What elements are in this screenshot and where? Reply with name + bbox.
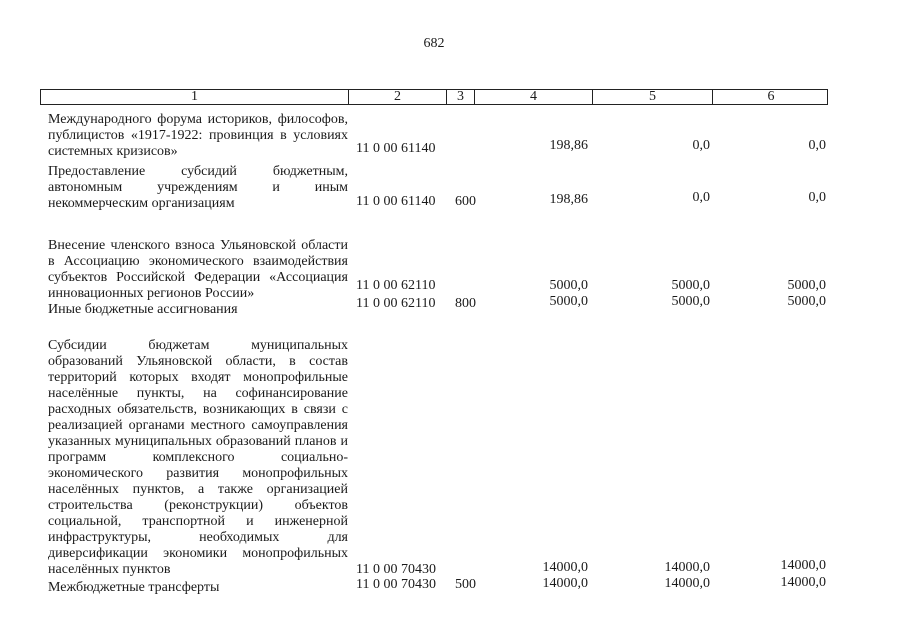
table-row — [0, 575, 868, 596]
table-row — [0, 222, 868, 302]
row-description: Предоставление субсидий бюджетным, автономным учреждениям и иным некоммерческим организациям — [48, 164, 348, 211]
row-value-col4: 14000,0 — [542, 560, 588, 575]
table-header-row — [40, 89, 828, 105]
row-code: 11 0 00 62110 — [356, 278, 436, 293]
row-code: 11 0 00 70430 — [356, 577, 436, 592]
table-row — [0, 112, 868, 160]
row-value-col5: 14000,0 — [664, 576, 710, 591]
row-description: Иные бюджетные ассигнования — [48, 302, 238, 317]
column-header-5: 5 — [592, 90, 712, 104]
row-value-col4: 5000,0 — [549, 294, 588, 309]
column-header-1: 1 — [191, 89, 198, 104]
page-number: 682 — [423, 36, 445, 51]
row-code: 11 0 00 61140 — [356, 141, 436, 156]
row-type: 500 — [455, 577, 476, 592]
row-value-col4: 198,86 — [549, 138, 588, 153]
row-code: 11 0 00 70430 — [356, 562, 436, 577]
row-description: Внесение членского взноса Ульяновской области в Ассоциацию экономического взаимодействия субъектов Российской Федерации «Ассоциация инновационных регионов России» — [48, 238, 348, 301]
row-value-col5: 5000,0 — [671, 278, 710, 293]
row-description: Межбюджетные трансферты — [48, 580, 220, 595]
column-header-6: 6 — [712, 90, 829, 104]
row-value-col6: 5000,0 — [787, 294, 826, 309]
table-row — [0, 322, 868, 578]
row-code: 11 0 00 62110 — [356, 296, 436, 311]
column-header-3: 3 — [446, 90, 474, 104]
row-value-col6: 0,0 — [808, 138, 826, 153]
row-value-col5: 0,0 — [692, 190, 710, 205]
column-header-2: 2 — [348, 90, 446, 104]
row-description: Субсидии бюджетам муниципальных образований Ульяновской области, в состав территорий которых входят монопрофильные населённые пункты, на софинансирование расходных обязательств, возникающих в связи с реализацией органами местного самоуправления указанных муниципальных образований планов и программ комплексного социально-экономического развития монопрофильных населённых пунктов, а также организацией строительства (реконструкции) объектов социальной, транспортной и инженерной инфраструктуры, необходимых для диверсификации экономики монопрофильных населённых пунктов — [48, 338, 348, 577]
row-value-col6: 5000,0 — [787, 278, 826, 293]
row-value-col4: 14000,0 — [542, 576, 588, 591]
row-value-col5: 0,0 — [692, 138, 710, 153]
row-value-col4: 198,86 — [549, 192, 588, 207]
row-value-col5: 5000,0 — [671, 294, 710, 309]
row-value-col6: 0,0 — [808, 190, 826, 205]
row-value-col4: 5000,0 — [549, 278, 588, 293]
row-type: 600 — [455, 194, 476, 209]
row-type: 800 — [455, 296, 476, 311]
row-value-col6: 14000,0 — [780, 575, 826, 590]
row-description: Международного форума историков, философов, публицистов «1917-1922: провинция в условиях системных кризисов» — [48, 112, 348, 159]
row-code: 11 0 00 61140 — [356, 194, 436, 209]
table-row — [0, 294, 868, 318]
row-value-col5: 14000,0 — [664, 560, 710, 575]
table-row — [0, 164, 868, 212]
row-value-col6: 14000,0 — [780, 558, 826, 573]
column-header-4: 4 — [474, 90, 592, 104]
